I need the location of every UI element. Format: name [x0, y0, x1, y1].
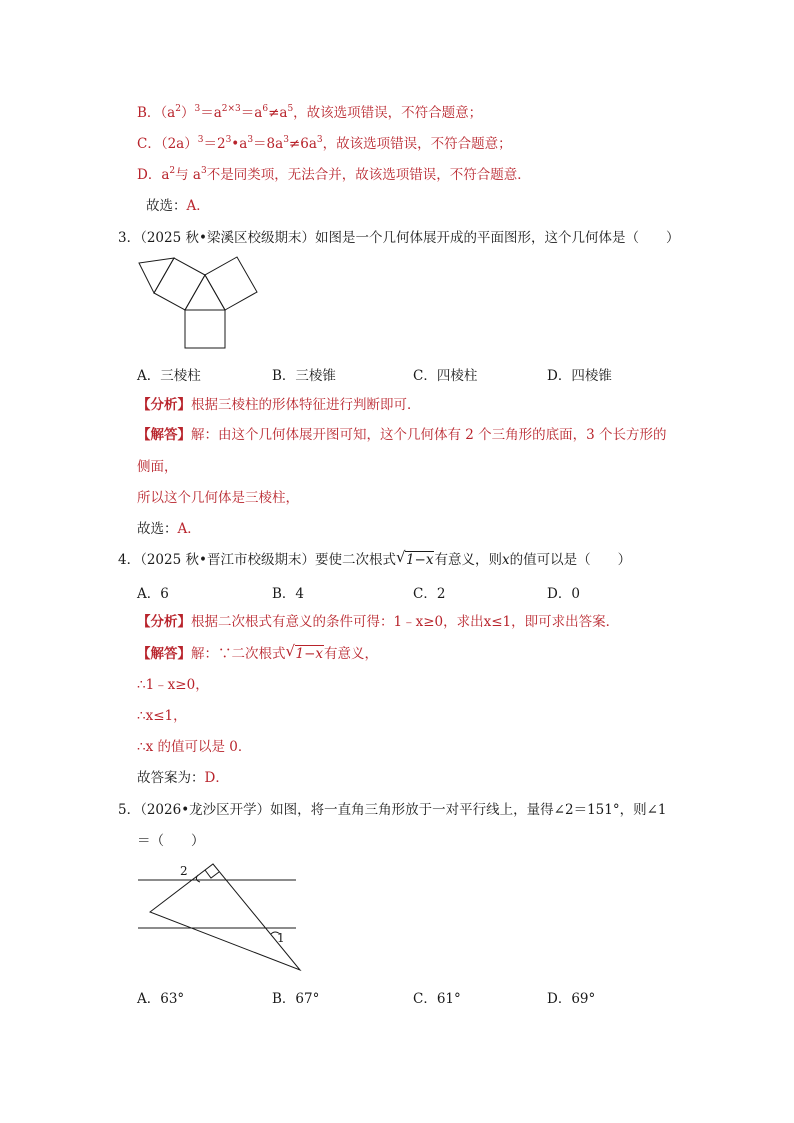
- angle-label-2: 2: [180, 864, 188, 878]
- q4-solution: 【解答】解：∵二次根式 √ 1−x有意义，: [137, 642, 379, 662]
- net-left-triangle: [139, 258, 174, 293]
- q5-stem-line-2: ＝（ ）: [137, 833, 205, 849]
- solution-line-c: C．$(2a)^3=2^3•a^3=8a^3\ne 6a^3$，故该选项错误，不符合题意；: [137, 134, 512, 152]
- net-center-triangle: [185, 275, 225, 310]
- angle-2-arc: [196, 875, 200, 882]
- q4-step-3: ∴x 的值可以是 0．: [137, 739, 252, 755]
- q3-stem: 3．（2025 秋•梁溪区校级期末）如图是一个几何体展开成的平面图形，这个几何体是（ ）: [118, 230, 680, 246]
- q5-option-d[interactable]: D．69°: [547, 991, 596, 1007]
- q3-option-b[interactable]: B．三棱锥: [272, 368, 336, 384]
- angle-label-1: 1: [277, 931, 285, 945]
- q5-parallel-lines-figure: [130, 858, 305, 973]
- q3-answer: 故选：A．: [137, 521, 201, 537]
- q5-stem-line-1: 5．（2026•龙沙区开学）如图，将一直角三角形放于一对平行线上，量得∠2＝151°，则∠1: [118, 802, 667, 818]
- net-left-rectangle: [154, 258, 205, 310]
- q4-analysis: 【分析】根据二次根式有意义的条件可得：1﹣x≥0，求出x≤1，即可求出答案．: [137, 614, 620, 630]
- solution-line-d: D．$a^2$与 $a^3$不是同类项，无法合并，故该选项错误，不符合题意．: [137, 165, 531, 183]
- q3-solution-line-1: 【解答】解：由这个几何体展开图可知，这个几何体有 2 个三角形的底面，3 个长方形的: [137, 427, 667, 443]
- q3-solution-line-2: 侧面，: [137, 459, 178, 475]
- q3-option-d[interactable]: D．四棱锥: [547, 368, 612, 384]
- q3-solution-line-3: 所以这个几何体是三棱柱，: [137, 490, 299, 506]
- q5-option-b[interactable]: B．67°: [272, 991, 320, 1007]
- q4-stem: 4．（2025 秋•晋江市校级期末）要使二次根式 √ 1−x有意义，则x的值可以是（ ）: [118, 548, 632, 568]
- q4-answer: 故答案为：D．: [137, 770, 229, 786]
- q4-option-d[interactable]: D．0: [547, 586, 580, 602]
- radical-expression: √ 1−x: [395, 548, 434, 568]
- right-angle-mark: [205, 870, 219, 878]
- radical-expression-2: √ 1−x: [285, 642, 324, 662]
- q3-analysis: 【分析】根据三棱柱的形体特征进行判断即可．: [137, 397, 421, 413]
- net-bottom-square: [185, 310, 225, 348]
- q4-option-b[interactable]: B．4: [272, 586, 305, 602]
- q3-net-figure: [130, 255, 300, 355]
- q4-step-1: ∴1﹣x≥0，: [137, 677, 209, 693]
- q4-step-2: ∴x≤1，: [137, 708, 187, 724]
- q5-option-c[interactable]: C．61°: [413, 991, 461, 1007]
- q5-option-a[interactable]: A．63°: [137, 991, 185, 1007]
- net-right-rectangle: [205, 257, 257, 310]
- q4-option-c[interactable]: C．2: [413, 586, 446, 602]
- prev-answer: 故选：A．: [146, 198, 210, 214]
- q3-option-c[interactable]: C．四棱柱: [413, 368, 478, 384]
- q4-option-a[interactable]: A．6: [137, 586, 169, 602]
- q3-option-a[interactable]: A．三棱柱: [137, 368, 201, 384]
- solution-line-b: B．$(a^2)^3=a^{2\times 3}=a^6\ne a^5$，故该选项错误，不符合题意；: [137, 103, 483, 121]
